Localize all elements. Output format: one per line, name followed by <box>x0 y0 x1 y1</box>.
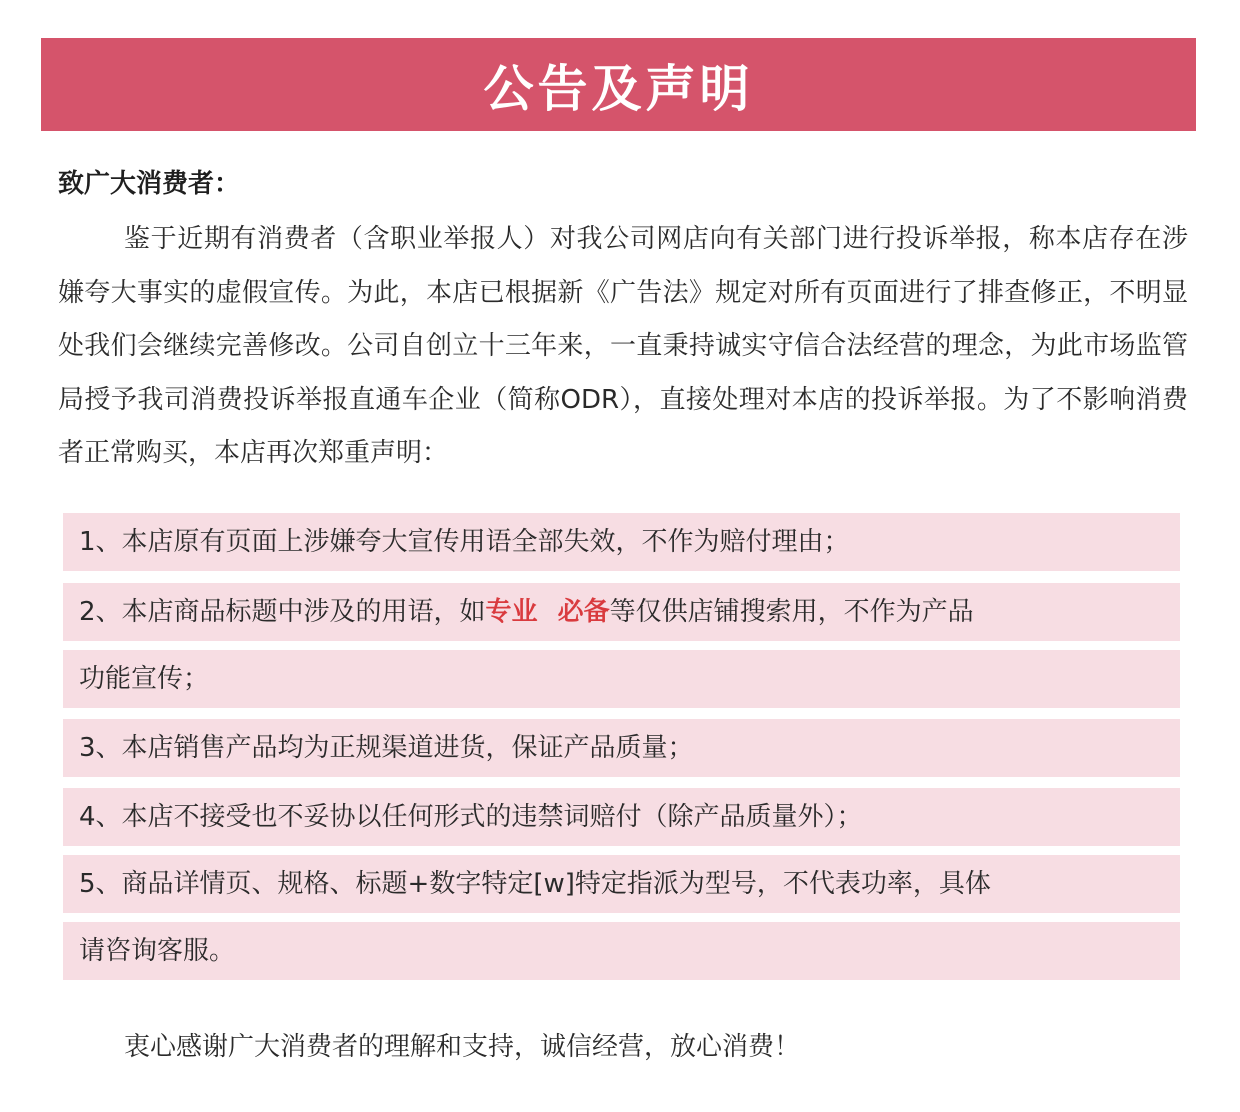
notice-item-3: 3、本店销售产品均为正规渠道进货，保证产品质量； <box>63 719 1180 777</box>
salutation: 致广大消费者： <box>58 169 241 199</box>
highlight-keyword-2: 必备 <box>557 597 610 627</box>
header-banner <box>41 38 1196 131</box>
page-title: 公告及声明 <box>483 59 754 118</box>
notice-item-5-continuation: 请咨询客服。 <box>63 922 1180 980</box>
highlight-keyword-1: 专业 <box>485 597 538 627</box>
intro-paragraph: 鉴于近期有消费者（含职业举报人）对我公司网店向有关部门进行投诉举报，称本店存在涉嫌夸大事实的虚假宣传。为此，本店已根据新《广告法》规定对所有页面进行了排查修正，不明显处我们会继续完善修改。公司自创立十三年来，一直秉持诚实守信合法经营的理念，为此市场监管局授予我司消费投诉举报直通车企业（简称ODR），直接处理对本店的投诉举报。为了不影响消费者正常购买，本店再次郑重声明： <box>58 224 1188 468</box>
closing-text: 衷心感谢广大消费者的理解和支持，诚信经营，放心消费！ <box>124 1032 801 1062</box>
notice-item-2-prefix: 2、本店商品标题中涉及的用语，如 <box>79 597 486 627</box>
notice-item-1: 1、本店原有页面上涉嫌夸大宣传用语全部失效，不作为赔付理由； <box>63 513 1180 571</box>
notice-item-2-continuation: 功能宣传； <box>63 650 1180 708</box>
notice-item-5: 5、商品详情页、规格、标题+数字特定[w]特定指派为型号，不代表功率，具体 <box>63 855 1180 913</box>
notice-item-2-suffix: 等仅供店铺搜索用，不作为产品 <box>609 597 974 627</box>
notice-item-4: 4、本店不接受也不妥协以任何形式的违禁词赔付（除产品质量外）； <box>63 788 1180 846</box>
notice-item-2 <box>63 583 1180 641</box>
